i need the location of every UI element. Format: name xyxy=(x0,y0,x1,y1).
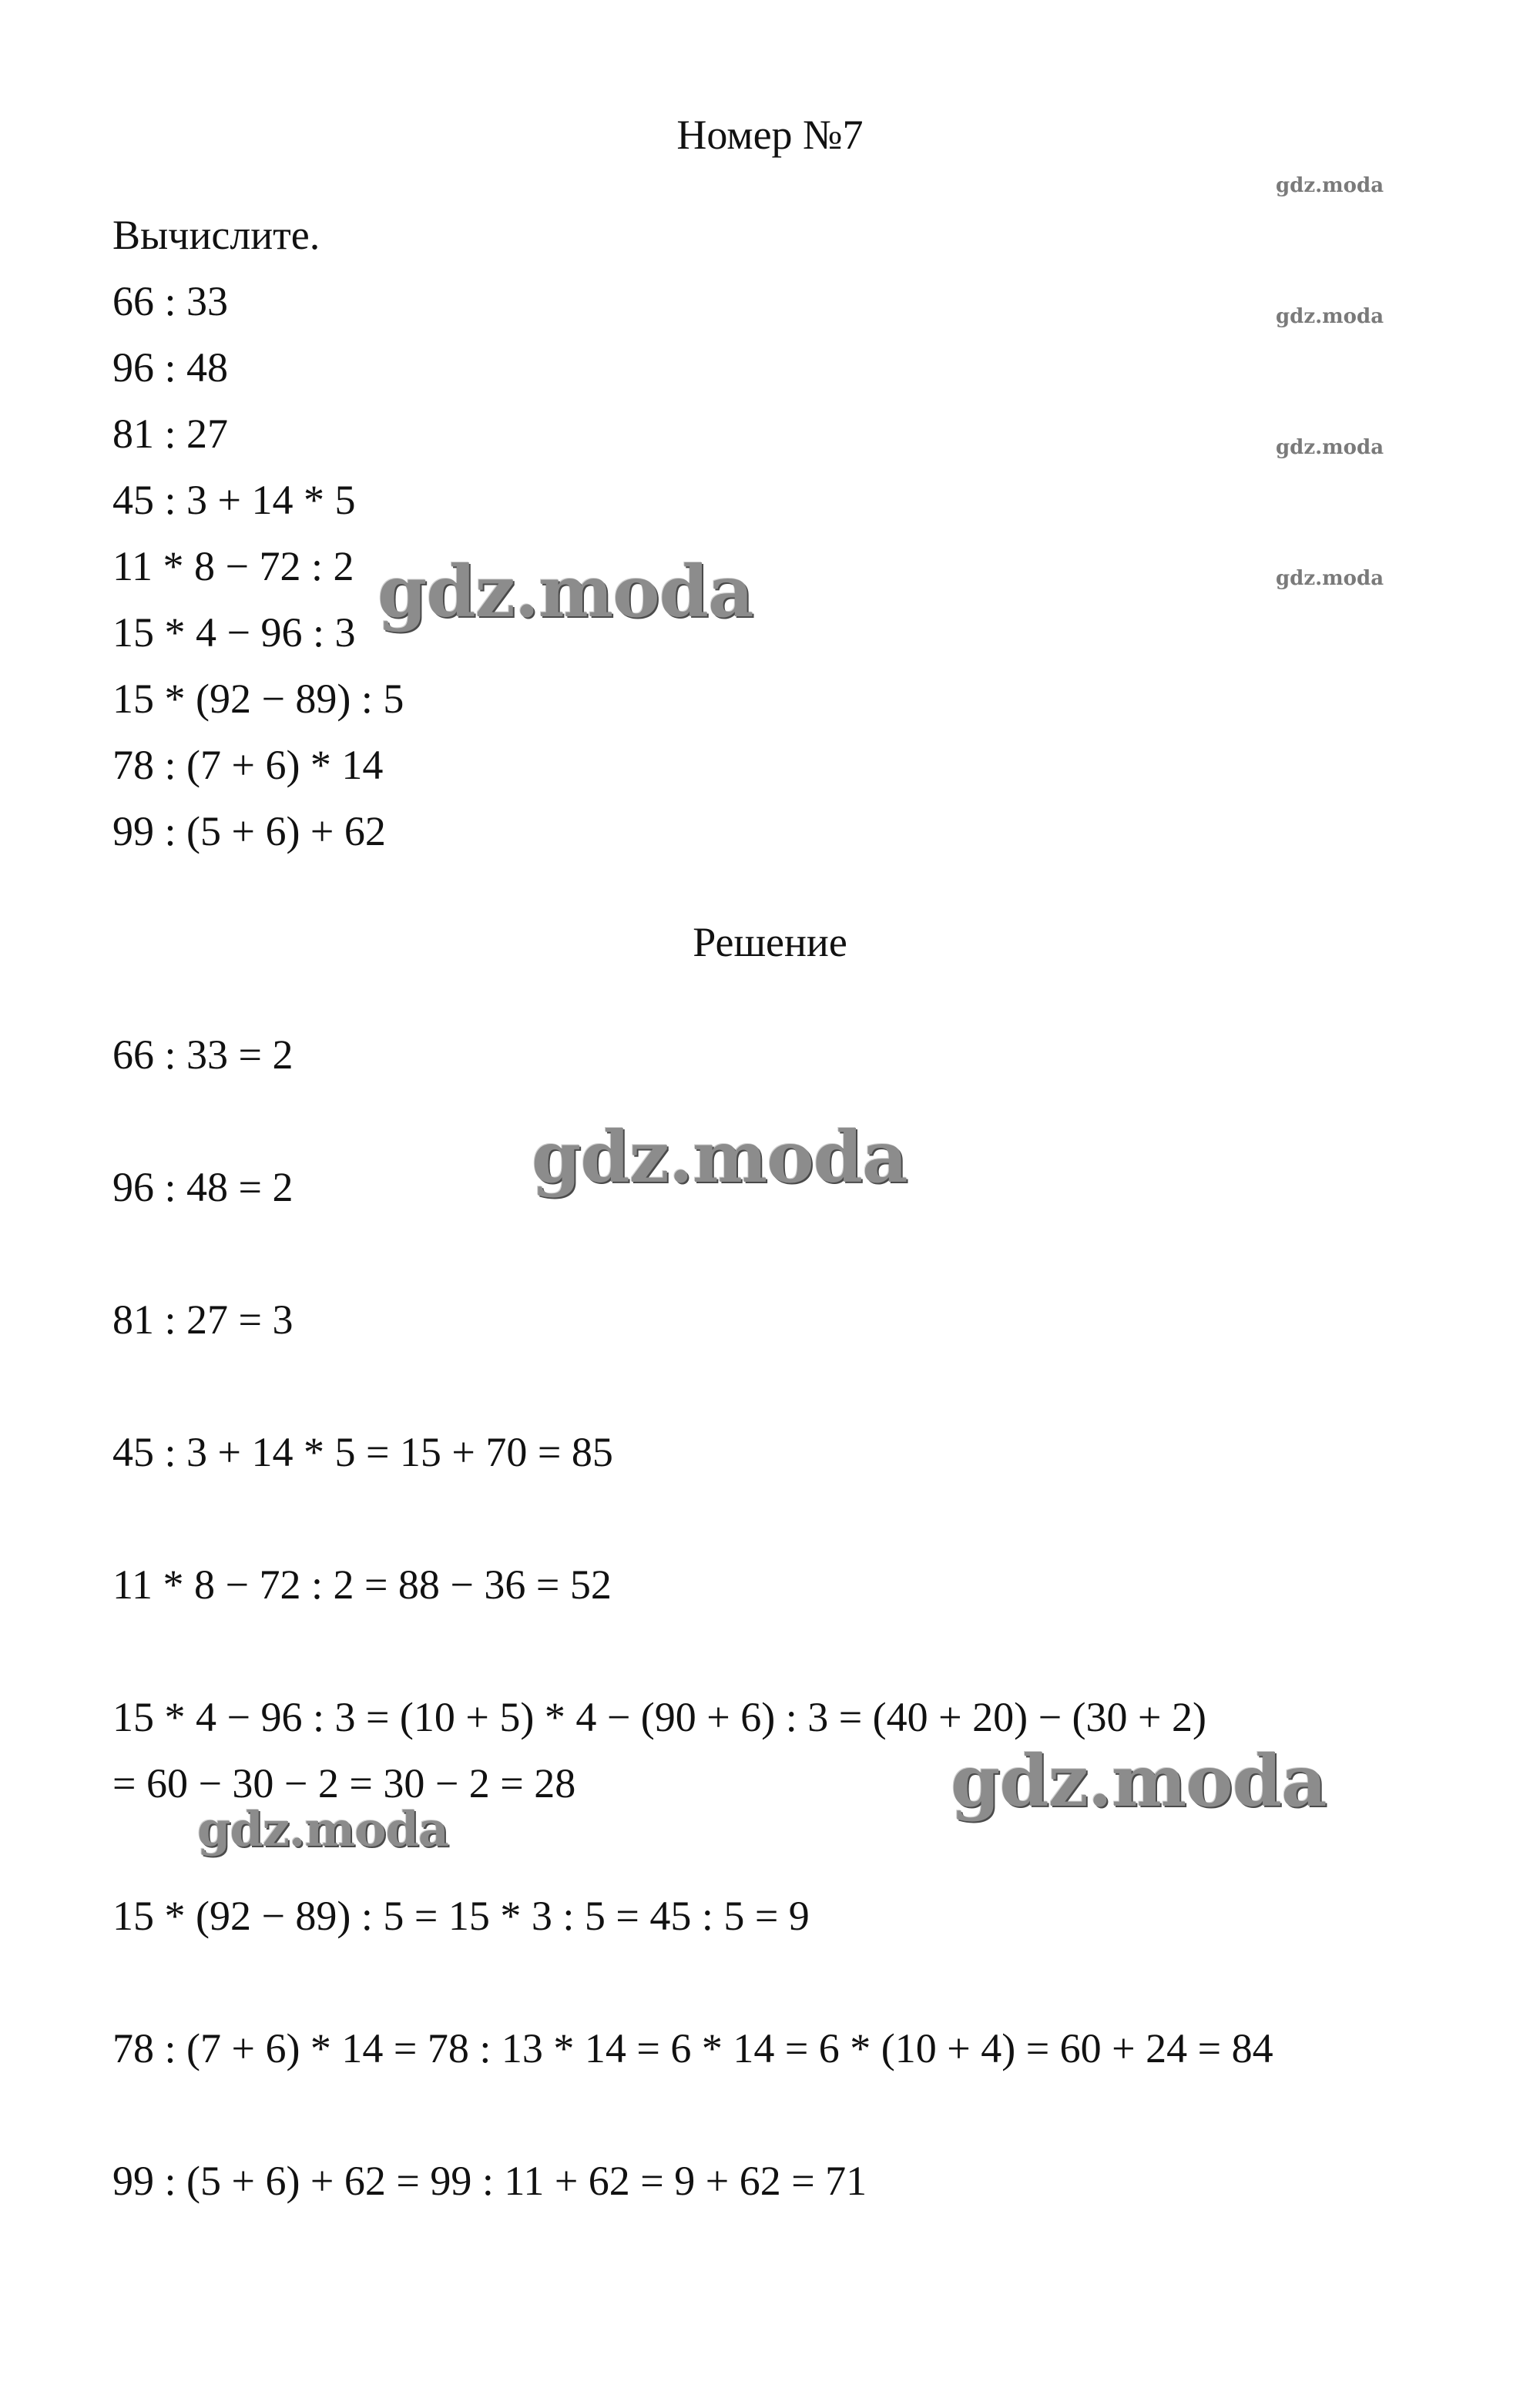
task-expression: 81 : 27 xyxy=(112,411,229,457)
watermark-small: gdz.moda xyxy=(1276,567,1384,590)
task-expression: 15 * (92 − 89) : 5 xyxy=(112,676,404,722)
watermark-small: gdz.moda xyxy=(1276,436,1384,459)
task-expression: 11 * 8 − 72 : 2 xyxy=(112,543,354,589)
watermark-large: gdz.moda xyxy=(197,1801,448,1857)
solution-line: 81 : 27 = 3 xyxy=(112,1296,294,1343)
watermark-large: gdz.moda xyxy=(951,1739,1327,1823)
solution-line: 99 : (5 + 6) + 62 = 99 : 11 + 62 = 9 + 62 = 71 xyxy=(112,2158,867,2204)
task-expression: 66 : 33 xyxy=(112,278,229,324)
solution-line: 11 * 8 − 72 : 2 = 88 − 36 = 52 xyxy=(112,1561,612,1608)
watermark-small: gdz.moda xyxy=(1276,305,1384,328)
task-expression: 15 * 4 − 96 : 3 xyxy=(112,609,356,656)
solution-heading: Решение xyxy=(693,919,847,965)
solution-line: 15 * (92 − 89) : 5 = 15 * 3 : 5 = 45 : 5 = 9 xyxy=(112,1893,810,1939)
task-expression: 45 : 3 + 14 * 5 xyxy=(112,477,356,523)
watermark-small: gdz.moda xyxy=(1276,174,1384,197)
solution-line: 96 : 48 = 2 xyxy=(112,1164,294,1210)
task-expression: 78 : (7 + 6) * 14 xyxy=(112,742,384,788)
task-expression: 96 : 48 xyxy=(112,344,229,391)
watermark-large: gdz.moda xyxy=(532,1115,908,1199)
solution-line: 15 * 4 − 96 : 3 = (10 + 5) * 4 − (90 + 6) : 3 = (40 + 20) − (30 + 2) xyxy=(112,1694,1206,1740)
solution-line: 45 : 3 + 14 * 5 = 15 + 70 = 85 xyxy=(112,1429,613,1475)
task-expression: 99 : (5 + 6) + 62 xyxy=(112,808,386,854)
solution-line: = 60 − 30 − 2 = 30 − 2 = 28 xyxy=(112,1760,576,1806)
solution-line: 66 : 33 = 2 xyxy=(112,1031,294,1078)
solution-line: 78 : (7 + 6) * 14 = 78 : 13 * 14 = 6 * 14 = 6 * (10 + 4) = 60 + 24 = 84 xyxy=(112,2025,1273,2071)
page-title: Номер №7 xyxy=(676,112,864,158)
task-instruction: Вычислите. xyxy=(112,212,320,258)
watermark-large: gdz.moda xyxy=(377,550,753,633)
